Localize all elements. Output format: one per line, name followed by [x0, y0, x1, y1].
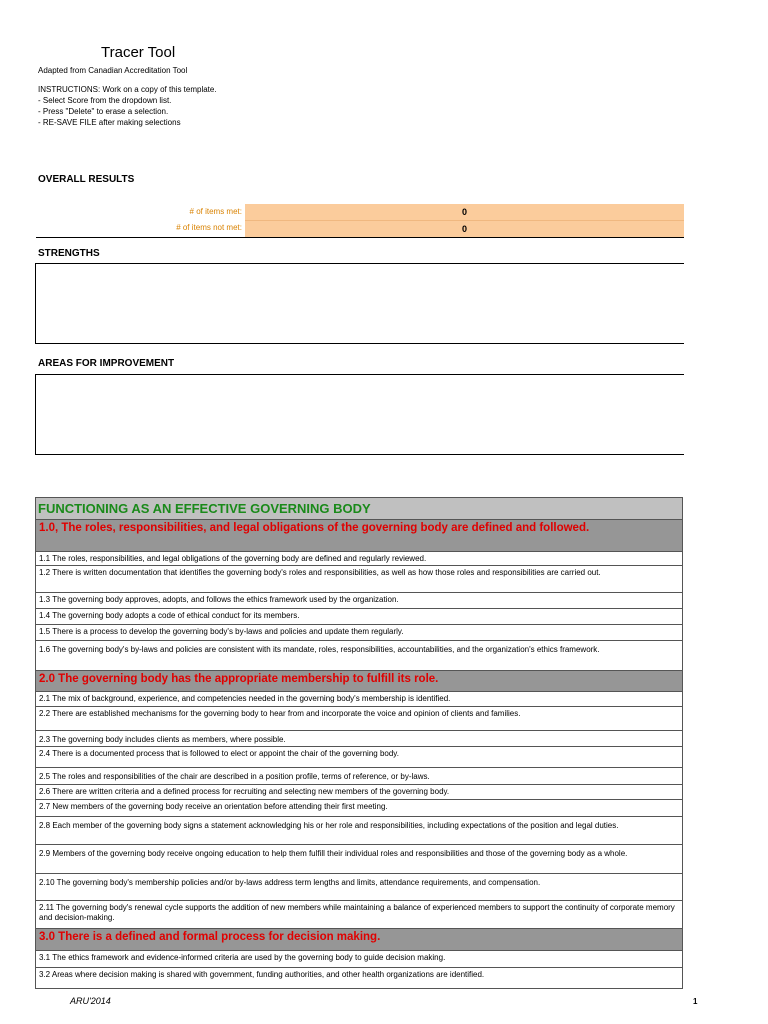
document-subtitle: Adapted from Canadian Accreditation Tool: [38, 66, 188, 75]
standard-item: 2.5 The roles and responsibilities of the chair are described in a position profile, terms of reference, or by-laws.: [36, 768, 682, 785]
standards-table: [35, 497, 683, 989]
instruction-line: - Select Score from the dropdown list.: [38, 96, 172, 105]
standard-item: 2.4 There is a documented process that is followed to elect or appoint the chair of the governing body.: [36, 747, 682, 768]
standard-item: 1.6 The governing body's by-laws and policies are consistent with its mandate, roles, responsibilities, accountabilities, and the organization's ethics framework.: [36, 641, 682, 671]
standard-item: 2.3 The governing body includes clients as members, where possible.: [36, 731, 682, 747]
table-title: FUNCTIONING AS AN EFFECTIVE GOVERNING BODY: [36, 498, 682, 520]
items-met-value[interactable]: 0: [245, 204, 684, 220]
standard-item: 2.9 Members of the governing body receive ongoing education to help them fulfill their individual roles and responsibilities and those of the governing body as a whole.: [36, 845, 682, 874]
strengths-box[interactable]: [35, 263, 684, 344]
standard-item: 2.8 Each member of the governing body signs a statement acknowledging his or her role and responsibilities, including expectations of the position and legal duties.: [36, 817, 682, 845]
standard-item: 1.3 The governing body approves, adopts, and follows the ethics framework used by the organization.: [36, 593, 682, 609]
standard-item: 2.10 The governing body's membership policies and/or by-laws address term lengths and limits, attendance requirements, and compensation.: [36, 874, 682, 901]
instruction-line: INSTRUCTIONS: Work on a copy of this template.: [38, 85, 217, 94]
standard-item: 2.1 The mix of background, experience, and competencies needed in the governing body's membership is identified.: [36, 692, 682, 707]
instructions: [38, 84, 217, 128]
overall-results-heading: OVERALL RESULTS: [38, 174, 135, 185]
standard-item: 1.5 There is a process to develop the governing body's by-laws and policies and update them regularly.: [36, 625, 682, 641]
improvement-heading: AREAS FOR IMPROVEMENT: [38, 358, 175, 369]
page-number: 1: [693, 997, 698, 1006]
footer-label: ARU'2014: [70, 996, 111, 1006]
instruction-line: - Press "Delete" to erase a selection.: [38, 107, 169, 116]
items-met-label: # of items met:: [189, 207, 242, 216]
section-heading: 2.0 The governing body has the appropriate membership to fulfill its role.: [36, 671, 682, 692]
strengths-heading: STRENGTHS: [38, 248, 100, 259]
items-met-row: [36, 204, 684, 220]
standard-item: 2.11 The governing body's renewal cycle supports the addition of new members while maintaining a balance of experienced members to support the continuity of corporate memory and decision-making.: [36, 901, 682, 929]
document-title: Tracer Tool: [101, 44, 176, 61]
instruction-line: - RE-SAVE FILE after making selections: [38, 118, 181, 127]
items-not-met-row: [36, 220, 684, 236]
standard-item: 1.2 There is written documentation that identifies the governing body's roles and responsibilities, as well as how those roles and responsibilities are carried out.: [36, 566, 682, 593]
section-heading: 3.0 There is a defined and formal process for decision making.: [36, 929, 682, 951]
items-not-met-label: # of items not met:: [176, 223, 242, 232]
items-not-met-value[interactable]: 0: [245, 220, 684, 237]
improvement-box[interactable]: [35, 374, 684, 455]
standard-item: 3.2 Areas where decision making is shared with government, funding authorities, and other health organizations are identified.: [36, 968, 682, 988]
standard-item: 2.6 There are written criteria and a defined process for recruiting and selecting new members of the governing body.: [36, 785, 682, 800]
standard-item: 2.7 New members of the governing body receive an orientation before attending their first meeting.: [36, 800, 682, 817]
overall-results-table: [36, 204, 684, 238]
standard-item: 3.1 The ethics framework and evidence-informed criteria are used by the governing body to guide decision making.: [36, 951, 682, 968]
standard-item: 1.1 The roles, responsibilities, and legal obligations of the governing body are defined and regularly reviewed.: [36, 552, 682, 566]
standard-item: 1.4 The governing body adopts a code of ethical conduct for its members.: [36, 609, 682, 625]
standard-item: 2.2 There are established mechanisms for the governing body to hear from and incorporate the voice and opinion of clients and families.: [36, 707, 682, 731]
section-heading: 1.0, The roles, responsibilities, and legal obligations of the governing body are defined and followed.: [36, 520, 682, 552]
